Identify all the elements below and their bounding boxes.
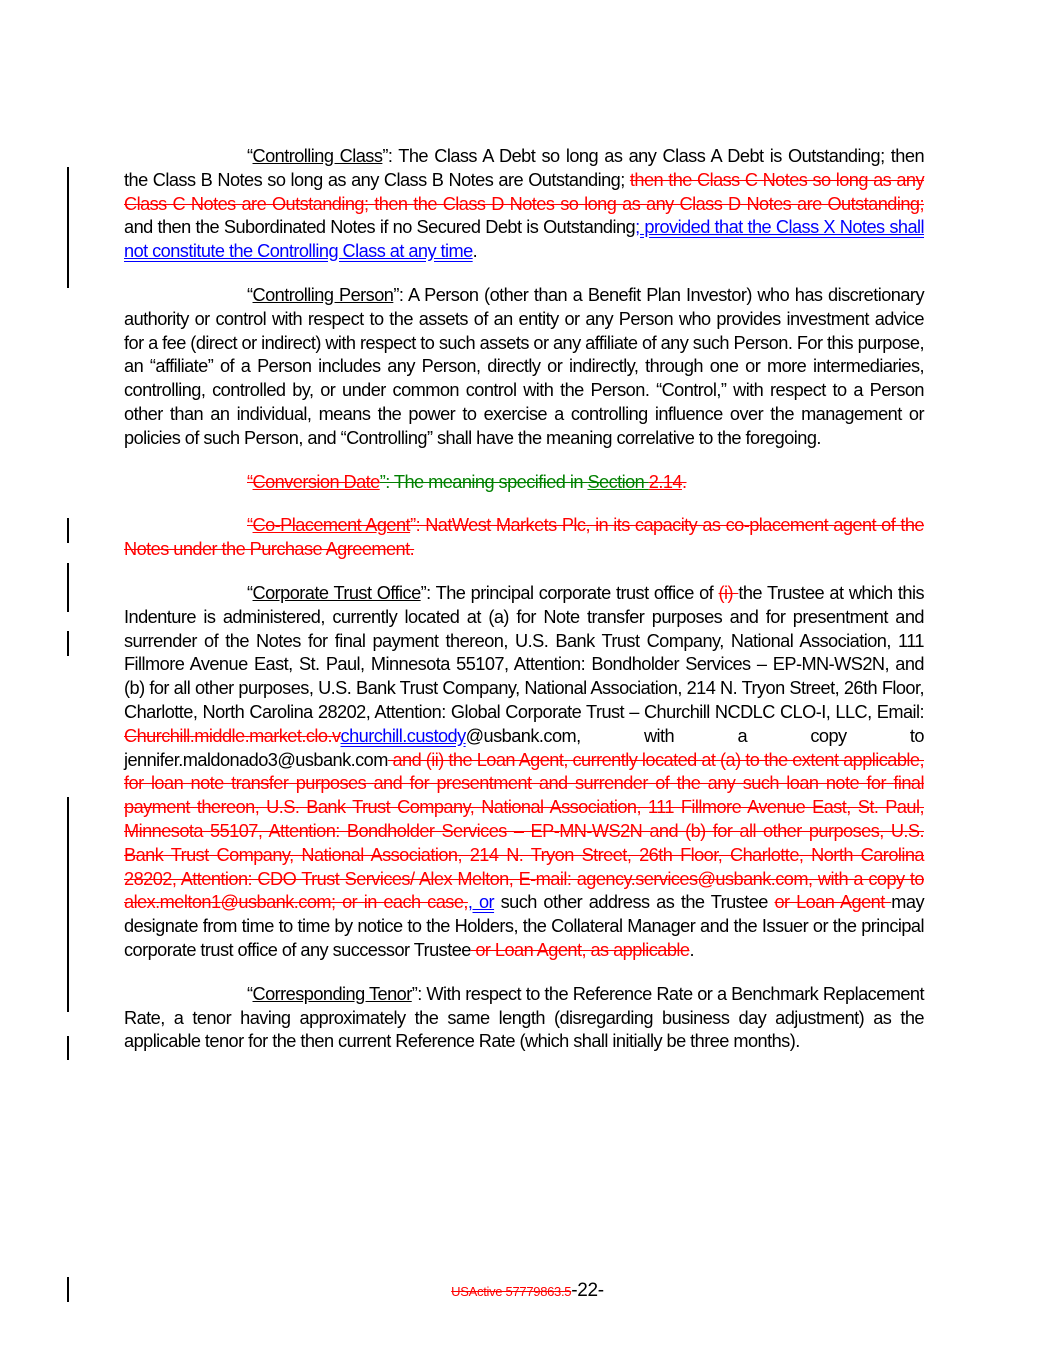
change-bar [67,797,69,1012]
body-text: may designate from time to time by notice to the Holders, the Collateral Manager and the Issuer or the principal corporate trust office of any successor Trustee [124,892,924,960]
defined-term: Corporate Trust Office [252,582,421,603]
definition-corporate-trust-office [124,582,924,963]
body-text: ”: The principal corporate trust office of [420,582,719,603]
body-text: and then the Subordinated Notes if no Secured Debt is Outstanding [124,217,636,238]
change-bar [67,167,69,288]
deleted-defined-term: 2.14 [648,471,682,492]
deleted-defined-term: Conversion Date [252,471,380,492]
change-bar [67,563,69,612]
page-footer [0,1280,1055,1302]
inserted-text: ; provided that the Class X Notes shall not constitute the Controlling Class at any time [124,217,924,262]
body-text: . [472,241,478,262]
change-bar [67,1036,69,1060]
deleted-text: or Loan Agent, as applicable [470,939,690,960]
defined-term: Corresponding Tenor [252,983,412,1004]
deleted-text: Churchill.middle.market.clo.v [124,725,341,746]
inserted-text: , or [467,892,495,913]
definition-conversion-date [124,471,924,495]
change-bar [67,631,69,656]
body-text: ”: With respect to the Reference Rate or a Benchmark Replacement Rate, a tenor having approximately the same length (disregarding business day adjustment) as the applicable tenor for the then current Reference Rate (which shall initially be three months). [124,983,924,1052]
deleted-text: or Loan Agent [774,892,892,913]
document-body [124,145,924,1074]
deleted-text: and (ii) the Loan Agent, currently located at (a) to the extent applicable, for loan note transfer purposes and for presentment and surrender of the any such loan note for final payment thereon, U.S. Bank Trust Company, National Association, 111 Fillmore Avenue East, St. Paul, Minnesota 55107, Attention: Bondholder Services – EP-MN-WS2N and (b) for all other purposes, U.S. Bank Trust Company, National Association, 214 N. Tryon Street, 26th Floor, Charlotte, North Carolina 28202, Attention: CDO Trust Services/ Alex Melton, E-mail: agency.services@usbank.com, with a copy to alex.melton1@usbank.com; or in each case, [124,749,924,913]
deleted-text: ”: NatWest Markets Plc, in its capacity as co-placement agent of the Notes under the Purchase Agreement. [124,515,925,560]
defined-term: Controlling Person [252,284,394,305]
definition-controlling-class [124,145,924,264]
change-bar [67,518,69,543]
definition-controlling-person [124,284,924,451]
body-text: “ [247,582,253,603]
body-text: @usbank.com, with a copy to jennifer.maldonado3@usbank.com [124,725,924,770]
deleted-text: (i) [718,582,739,603]
defined-term: Controlling Class [252,146,383,166]
inserted-text: churchill.custody [340,725,466,746]
body-text: the Trustee at which this Indenture is administered, currently located at (a) for Note transfer purposes and for presentment and surrender of the Notes for final payment thereon, U.S. Bank Trust Company, National Association, 111 Fillmore Avenue East, St. Paul, Minnesota 55107, Attention: Bondholder Services – EP-MN-WS2N, and (b) for all other purposes, U.S. Bank Trust Company, National Association, 214 N. Tryon Street, 26th Floor, Charlotte, North Carolina 28202, Attention: Global Corporate Trust – Churchill NCDLC CLO-I, LLC, Email: [124,582,925,722]
deleted-text: “ [247,471,253,492]
document-id-deleted: USActive 57779863.5 [451,1284,572,1299]
deleted-text: “ [247,515,253,536]
page-number: -22- [571,1280,604,1301]
body-text: such other address as the Trustee [494,892,775,913]
body-text: ”: A Person (other than a Benefit Plan Investor) who has discretionary authority or control with respect to the assets of an entity or any Person who provides investment advice for a fee (direct or indirect) with respect to such assets or any affiliate of any such Person. For this purpose, an “affiliate” of a Person includes any Person, directly or indirectly, through one or more intermediaries, controlling, controlled by, or under common control with the Person. “Control,” with respect to a Person other than an individual, means the power to exercise a controlling influence over the management or policies of such Person, and “Controlling” shall have the meaning correlative to the foregoing. [124,284,924,448]
body-text: ”: The Class A Debt so long as any Class A Debt is Outstanding; then the Class B Notes so long as any Class B Notes are Outstanding; [124,146,925,190]
deleted-text: . [681,471,687,492]
body-text: “ [247,983,253,1004]
deleted-defined-term: Co-Placement Agent [252,515,411,536]
definition-corresponding-tenor [124,983,924,1054]
definition-co-placement-agent [124,514,924,562]
body-text: “ [247,146,253,166]
body-text: “ [247,284,253,305]
deleted-text: then the Class C Notes so long as any Class C Notes are Outstanding; then the Class D Notes so long as any Class D Notes are Outstanding; [124,169,924,214]
moved-deleted-term: Section [587,471,649,492]
moved-deleted-text: ”: The meaning specified in [379,471,588,492]
body-text: . [689,939,694,960]
